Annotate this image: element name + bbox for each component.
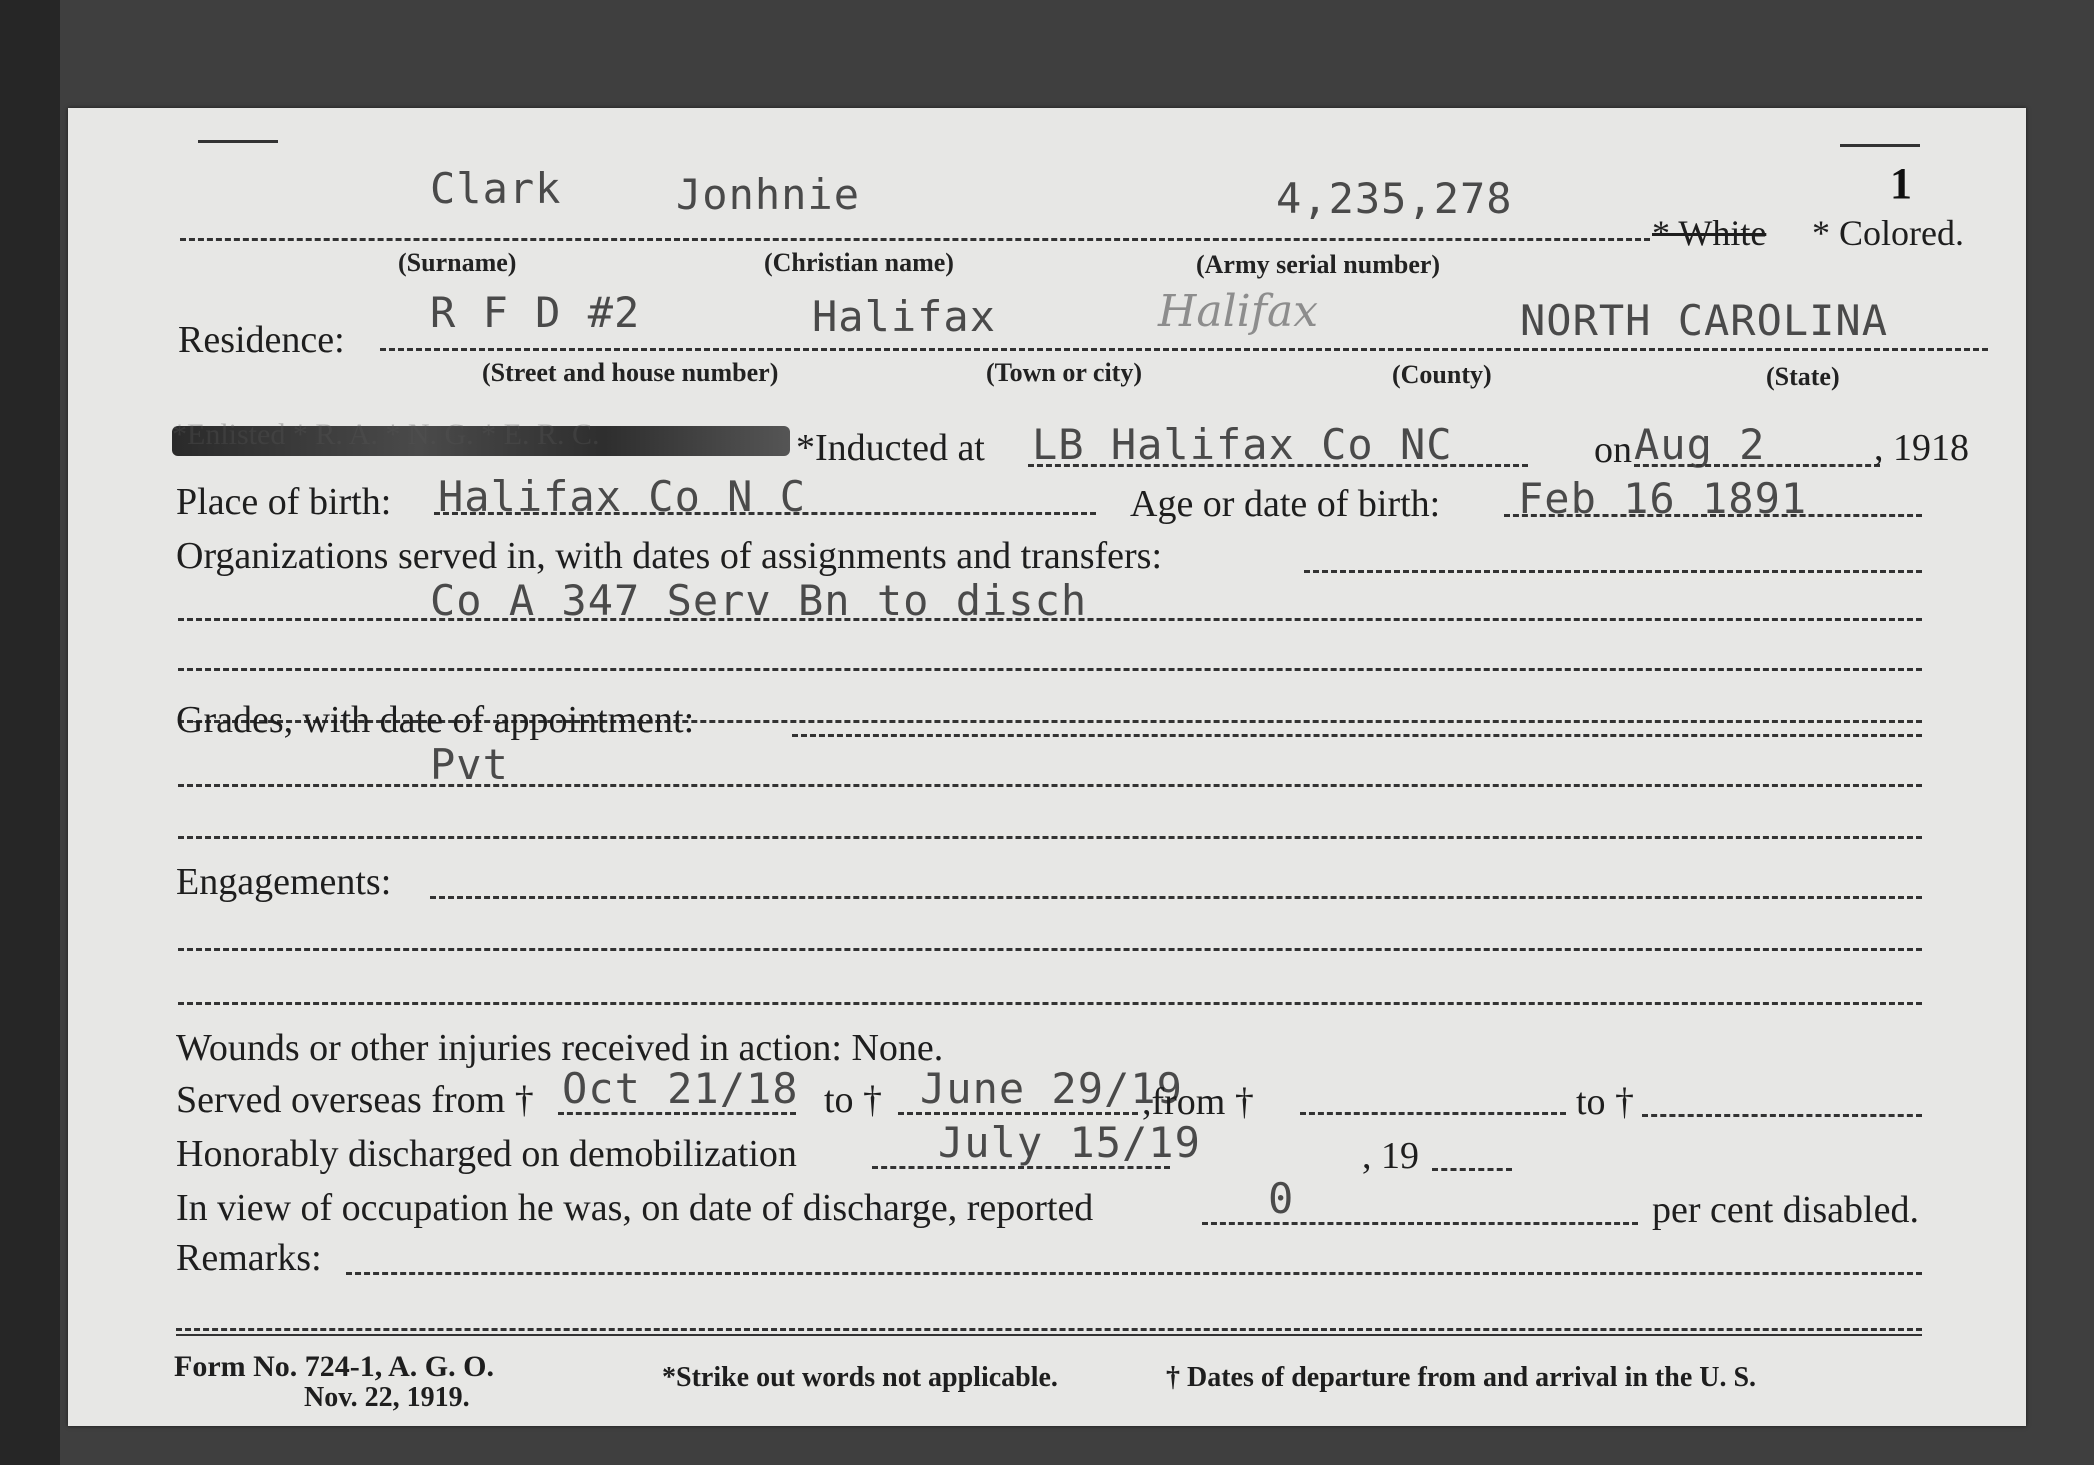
race-colored: * Colored. xyxy=(1812,213,1964,253)
place-of-birth-label: Place of birth: xyxy=(176,481,392,523)
overseas-to2-line xyxy=(1642,1114,1922,1117)
per-cent-disabled-label: per cent disabled. xyxy=(1652,1189,1919,1231)
percent-disabled-value: 0 xyxy=(1268,1174,1295,1223)
overseas-from2-label: ,from † xyxy=(1142,1081,1254,1123)
discharged-date: July 15/19 xyxy=(938,1118,1201,1167)
inducted-year: , 1918 xyxy=(1874,427,1969,469)
grades-label: Grades, with date of appointment: xyxy=(176,699,695,741)
surname-value: Clark xyxy=(430,164,562,213)
residence-street: R F D #2 xyxy=(430,288,641,337)
surname-label: (Surname) xyxy=(398,248,517,277)
top-left-rule xyxy=(198,140,278,143)
service-record-card xyxy=(68,108,2026,1426)
top-right-rule xyxy=(1840,144,1920,147)
street-label: (Street and house number) xyxy=(482,358,779,387)
engagements-line-1 xyxy=(430,896,1922,899)
organizations-value: Co A 347 Serv Bn to disch xyxy=(430,576,1088,625)
served-overseas-label: Served overseas from † xyxy=(176,1079,534,1121)
organizations-line-1 xyxy=(1304,570,1922,573)
strike-note: *Strike out words not applicable. xyxy=(662,1362,1058,1393)
place-of-birth-value: Halifax Co N C xyxy=(438,472,807,521)
wounds-label: Wounds or other injuries received in action: None. xyxy=(176,1027,944,1069)
remarks-line-1 xyxy=(346,1272,1922,1275)
dob-value: Feb 16 1891 xyxy=(1518,474,1808,523)
occupation-label: In view of occupation he was, on date of discharge, reported xyxy=(176,1187,1094,1229)
race-white: * White xyxy=(1652,213,1767,253)
overseas-to-date: June 29/19 xyxy=(920,1064,1183,1113)
overseas-to-label: to † xyxy=(824,1079,883,1121)
grades-line-3 xyxy=(178,836,1922,839)
dates-note: † Dates of departure from and arrival in the U. S. xyxy=(1166,1362,1757,1393)
discharged-year: , 19 xyxy=(1362,1135,1419,1177)
residence-county: Halifax xyxy=(1158,286,1319,337)
town-label: (Town or city) xyxy=(986,358,1142,387)
enlisted-label: *Enlisted * R. A. * N. G. * E. R. C. xyxy=(172,418,600,451)
form-date: Nov. 22, 1919. xyxy=(304,1382,470,1413)
name-line xyxy=(180,238,1650,241)
percent-disabled-line xyxy=(1202,1222,1638,1225)
serial-number-label: (Army serial number) xyxy=(1196,250,1441,279)
overseas-to2-label: to † xyxy=(1576,1081,1635,1123)
inducted-line xyxy=(1028,464,1528,467)
discharged-year-line xyxy=(1432,1168,1512,1171)
discharged-line xyxy=(872,1166,1170,1169)
organizations-label: Organizations served in, with dates of assignments and transfers: xyxy=(176,535,1163,577)
overseas-from-line xyxy=(558,1112,796,1115)
grades-line-2 xyxy=(178,784,1922,787)
residence-state: NORTH CAROLINA xyxy=(1520,296,1889,345)
serial-number-value: 4,235,278 xyxy=(1276,174,1513,223)
inducted-place: LB Halifax Co NC xyxy=(1032,420,1453,469)
form-number: Form No. 724-1, A. G. O. xyxy=(174,1350,494,1383)
residence-label: Residence: xyxy=(178,319,345,361)
dob-label: Age or date of birth: xyxy=(1130,483,1441,525)
card-number: 1 xyxy=(1890,159,1912,208)
inducted-label: *Inducted at xyxy=(796,427,985,469)
residence-town: Halifax xyxy=(812,292,997,341)
inducted-date: Aug 2 xyxy=(1634,420,1766,469)
discharged-label: Honorably discharged on demobilization xyxy=(176,1133,797,1175)
christian-name-label: (Christian name) xyxy=(764,248,954,277)
remarks-line-2 xyxy=(176,1328,1922,1331)
remarks-label: Remarks: xyxy=(176,1237,322,1279)
organizations-line-3 xyxy=(178,668,1922,671)
dob-line xyxy=(1504,514,1922,517)
place-of-birth-line xyxy=(434,512,1096,515)
overseas-to-line xyxy=(898,1112,1138,1115)
engagements-label: Engagements: xyxy=(176,861,392,903)
grades-line-1 xyxy=(792,734,1922,737)
engagements-line-2 xyxy=(178,948,1922,951)
grades-value: Pvt xyxy=(430,740,509,789)
engagements-line-3 xyxy=(178,1002,1922,1005)
residence-line xyxy=(380,348,1988,351)
remarks-solid-line xyxy=(176,1334,1922,1336)
inducted-date-line xyxy=(1634,464,1880,467)
organizations-line-2 xyxy=(178,618,1922,621)
overseas-from2-line xyxy=(1300,1112,1566,1115)
state-label: (State) xyxy=(1766,362,1840,391)
county-label: (County) xyxy=(1392,360,1492,389)
christian-name-value: Jonhnie xyxy=(676,170,861,219)
on-label: on xyxy=(1594,429,1632,471)
overseas-from-date: Oct 21/18 xyxy=(562,1064,799,1113)
